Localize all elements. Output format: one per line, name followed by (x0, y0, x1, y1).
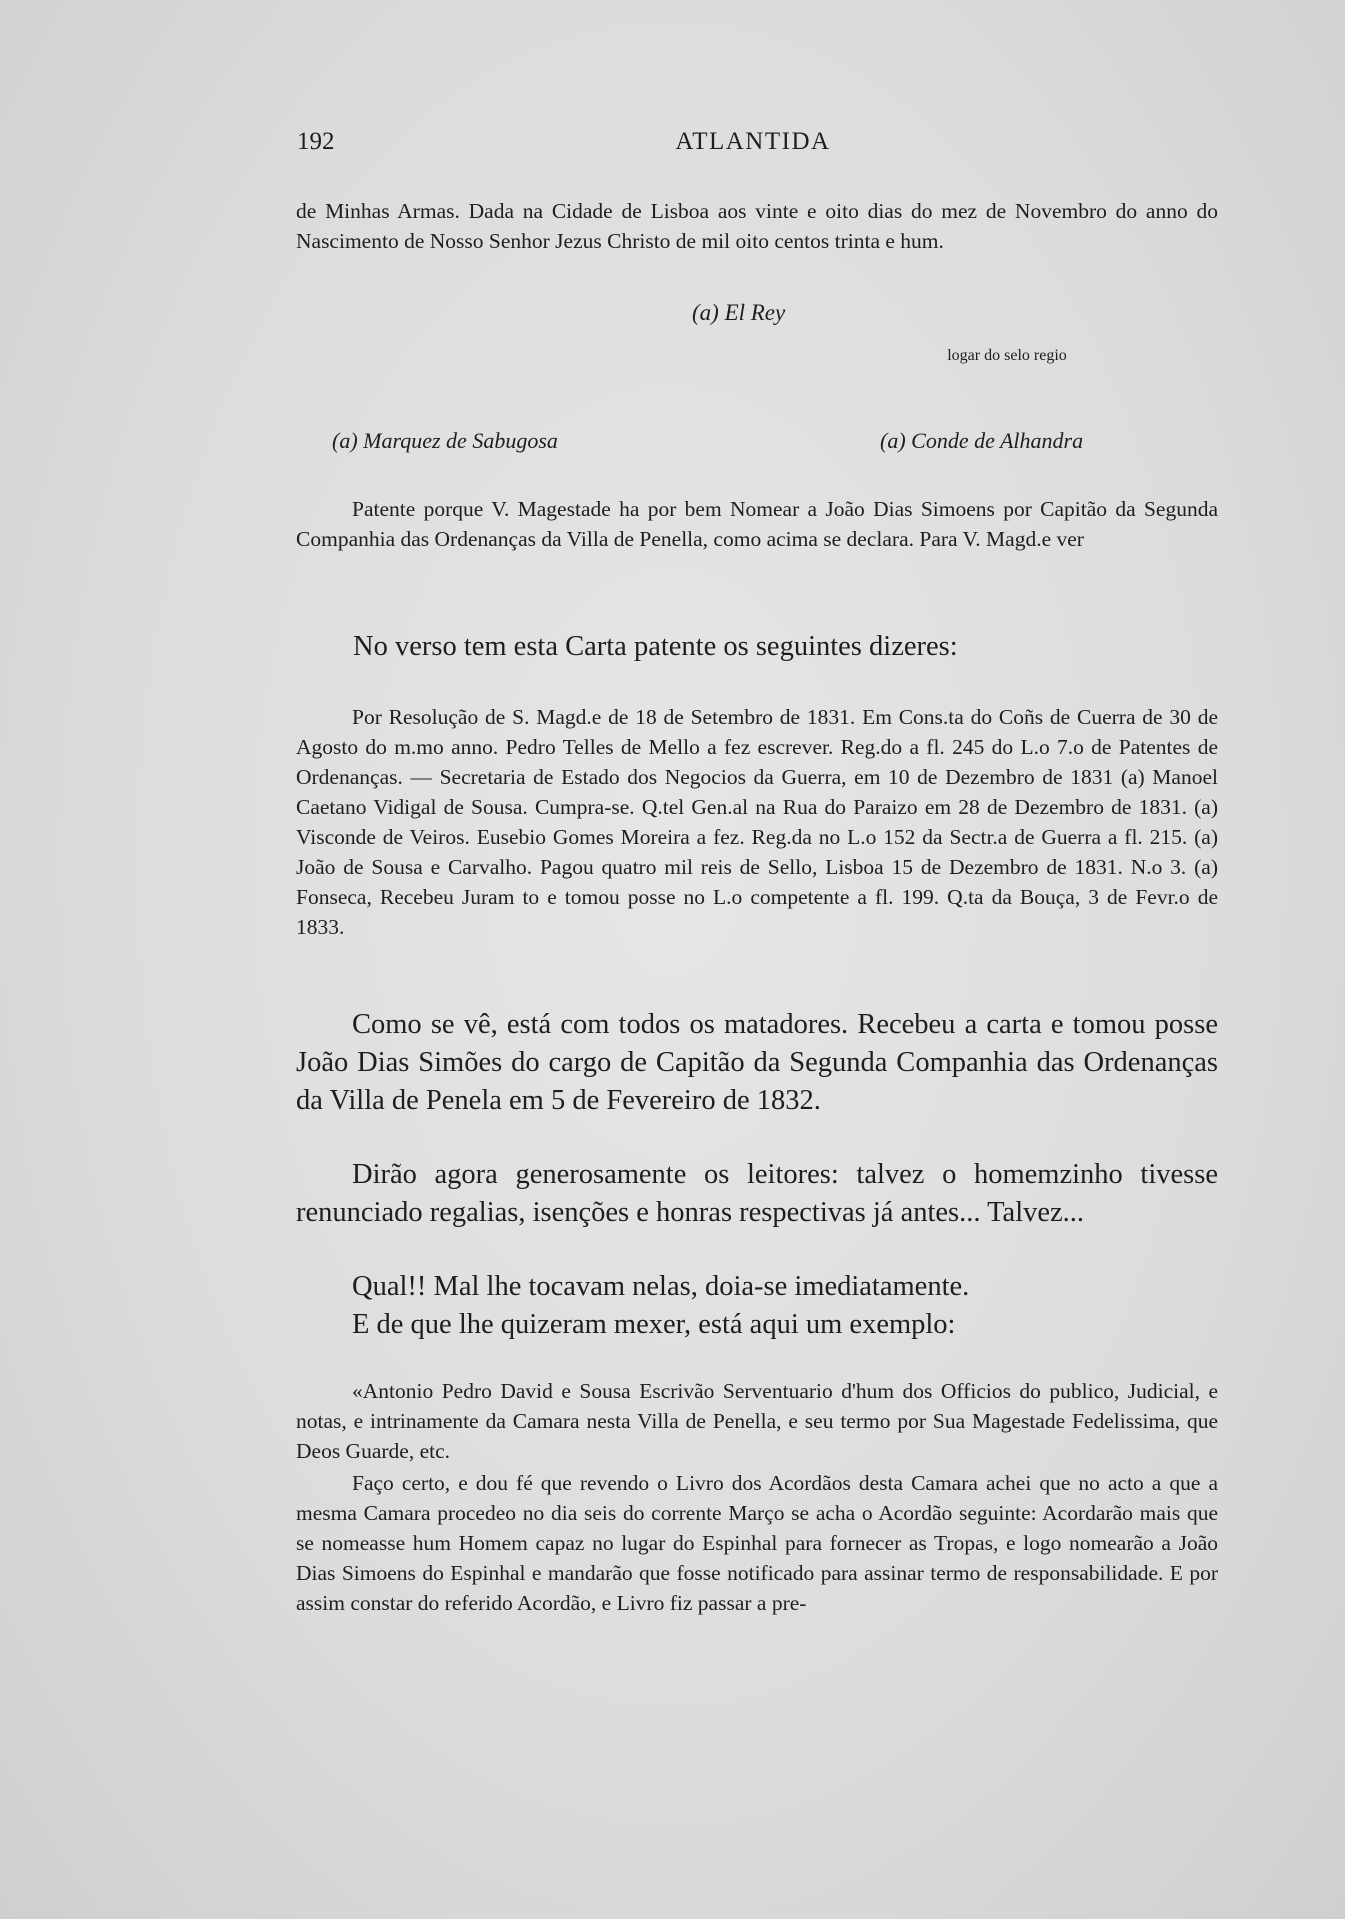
signature-conde: (a) Conde de Alhandra (880, 428, 1084, 453)
seal-note: logar do selo regio (947, 347, 1067, 364)
body-paragraph-3: Qual!! Mal lhe tocavam nelas, doia-se imediatamente. (352, 1271, 970, 1302)
quote-paragraph-2: Faço certo, e dou fé que revendo o Livro dos Acordãos desta Camara achei que no acto a que a mesma Camara procedeo no dia seis do corrente Março se acha o Acordão seguinte: Acordarão mais que se nomeasse hum Homem capaz no lugar do Espinhal para fornecer as Tropas, e logo nomearão a João Dias Simoens do Espinhal e mandarão que fosse notificado para assinar termo de responsabilidade. E por assim constar do referido Acordão, e Livro fiz passar a pre- (296, 1471, 1218, 1615)
letter-closing-paragraph: de Minhas Armas. Dada na Cidade de Lisboa aos vinte e oito dias do mez de Novembro do anno do Nascimento de Nosso Senhor Jezus Christo de mil oito centos trinta e hum. (296, 199, 1218, 253)
page-number: 192 (297, 128, 335, 155)
body-paragraph-1: Como se vê, está com todos os matadores. Recebeu a carta e tomou posse João Dias Simões do cargo de Capitão da Segunda Companhia das Ordenanças da Villa de Penela em 5 de Fevereiro de 1832. (296, 1009, 1218, 1116)
running-title: ATLANTIDA (675, 128, 831, 155)
patent-note-paragraph: Patente porque V. Magestade ha por bem Nomear a João Dias Simoens por Capitão da Segunda Companhia das Ordenanças da Villa de Penella, como acima se declara. Para V. Magd.e ver (296, 497, 1218, 551)
quote-paragraph-1: «Antonio Pedro David e Sousa Escrivão Serventuario d'hum dos Officios do publico, Judicial, e notas, e intrinamente da Camara nesta Villa de Penella, e seu termo por Sua Magestade Fedelissima, que Deos Guarde, etc. (296, 1379, 1218, 1463)
body-paragraph-2: Dirão agora generosamente os leitores: talvez o homemzinho tivesse renunciado regalias, isenções e honras respectivas já antes... Talvez... (296, 1159, 1218, 1228)
signature-king: (a) El Rey (692, 300, 786, 325)
page-header (297, 128, 1209, 168)
body-paragraph-4: E de que lhe quizeram mexer, está aqui um exemplo: (352, 1309, 956, 1340)
verso-text-paragraph: Por Resolução de S. Magd.e de 18 de Setembro de 1831. Em Cons.ta do Coñs de Cuerra de 30 de Agosto do m.mo anno. Pedro Telles de Mello a fez escrever. Reg.do a fl. 245 do L.o 7.o de Patentes de Ordenanças. — Secretaria de Estado dos Negocios da Guerra, em 10 de Dezembro de 1831 (a) Manoel Caetano Vidigal de Sousa. Cumpra-se. Q.tel Gen.al na Rua do Paraizo em 28 de Dezembro de 1831. (a) Visconde de Veiros. Eusebio Gomes Moreira a fez. Reg.da no L.o 152 da Sectr.a de Guerra a fl. 215. (a) João de Sousa e Carvalho. Pagou quatro mil reis de Sello, Lisboa 15 de Dezembro de 1831. N.o 3. (a) Fonseca, Recebeu Juram to e tomou posse no L.o competente a fl. 199. Q.ta da Bouça, 3 de Fevr.o de 1833. (296, 705, 1218, 939)
signature-marquez: (a) Marquez de Sabugosa (332, 428, 558, 453)
verso-heading: No verso tem esta Carta patente os seguintes dizeres: (353, 631, 958, 662)
